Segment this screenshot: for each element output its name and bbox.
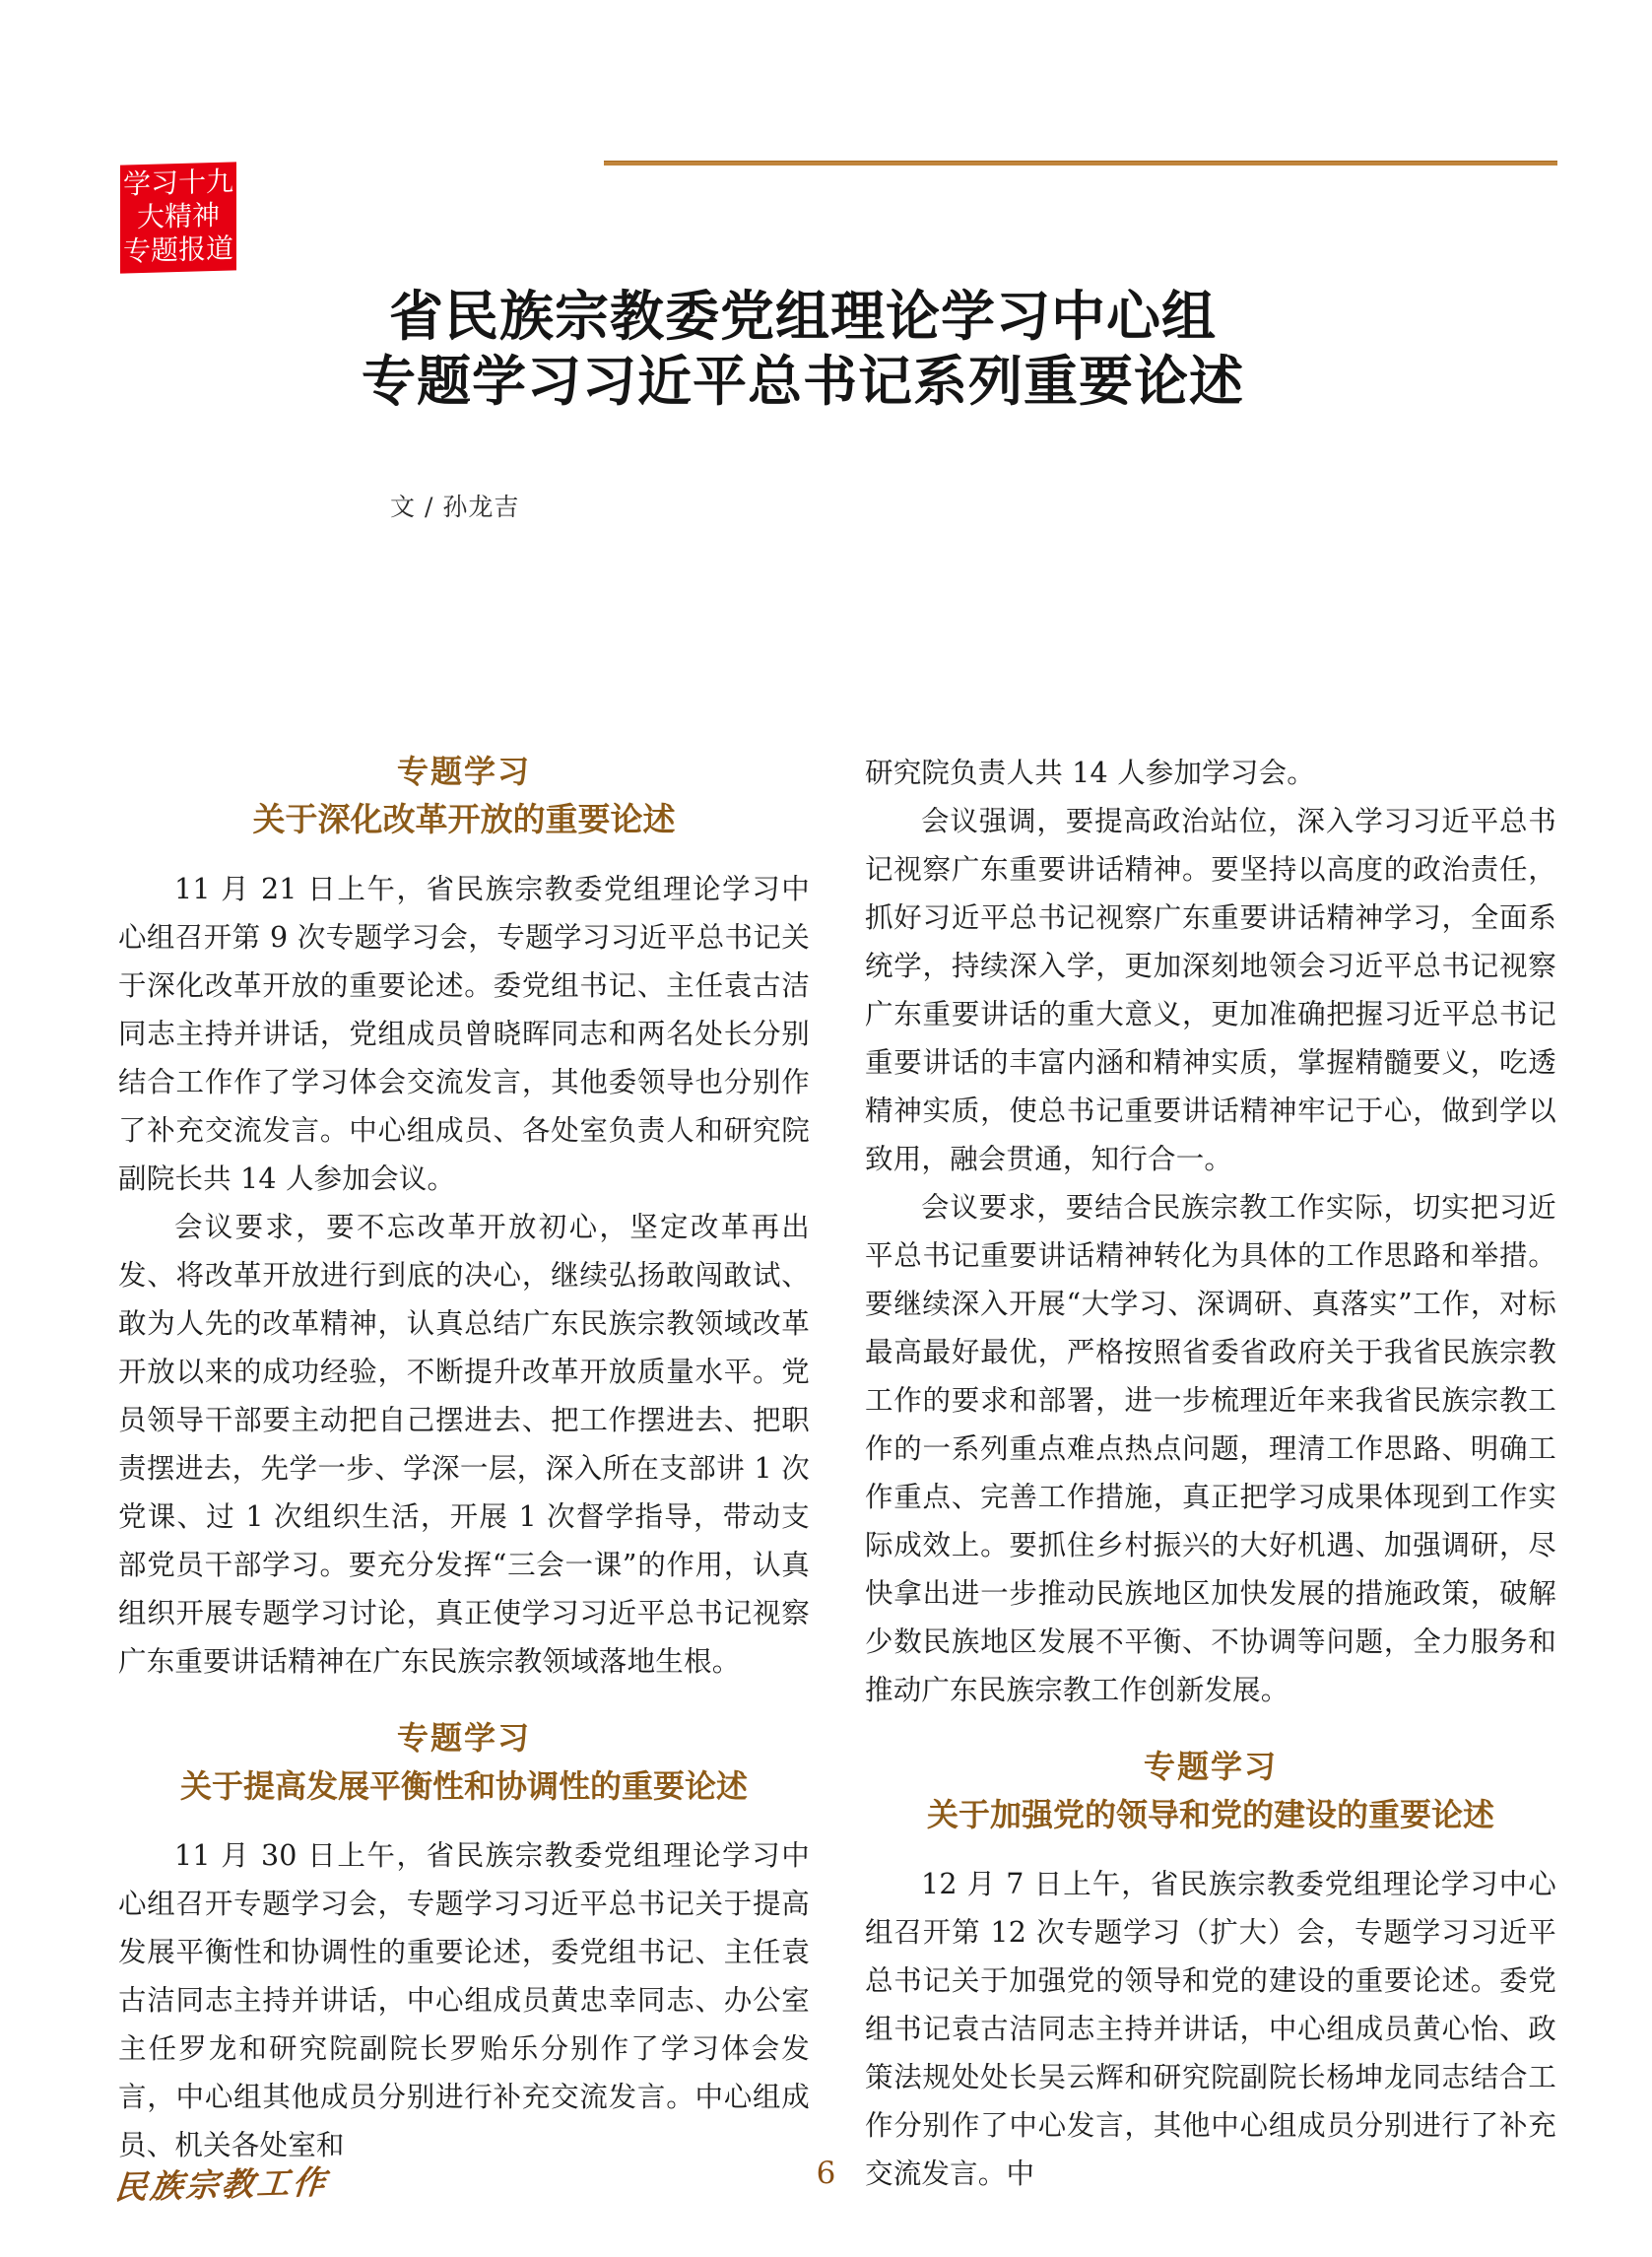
section-title-1: 关于深化改革开放的重要论述 bbox=[252, 800, 676, 838]
continuation-paragraph-3: 会议要求，要结合民族宗教工作实际，切实把习近平总书记重要讲话精神转化为具体的工作思路和举措。要继续深入开展“大学习、深调研、真落实”工作，对标最高最好最优，严格按照省委省政府关于我省民族宗教工作的要求和部署，进一步梳理近年来我省民族宗教工作的一系列重点难点热点问题，理清工作思路、明确工作重点、完善工作措施，真正把学习成果体现到工作实际成效上。要抓住乡村振兴的大好机遇、加强调研，尽快拿出进一步推动民族地区加快发展的措施政策，破解少数民族地区发展不平衡、不协调等问题，全力服务和推动广东民族宗教工作创新发展。 bbox=[865, 1191, 1556, 1706]
masthead-accent-rule bbox=[604, 161, 1557, 166]
article-title bbox=[246, 284, 1359, 414]
section-heading-2 bbox=[118, 1715, 810, 1812]
section-heading-1 bbox=[118, 749, 810, 845]
article-title-line-2: 专题学习习近平总书记系列重要论述 bbox=[361, 349, 1244, 413]
right-column bbox=[865, 749, 1556, 2190]
continuation-paragraph-2: 会议强调，要提高政治站位，深入学习习近平总书记视察广东重要讲话精神。要坚持以高度的政治责任，抓好习近平总书记视察广东重要讲话精神学习，全面系统学，持续深入学，更加深刻地领会习近平总书记视察广东重要讲话的重大意义，更加准确把握习近平总书记重要讲话的丰富内涵和精神实质，掌握精髓要义，吃透精神实质，使总书记重要讲话精神牢记于心，做到学以致用，融会贯通，知行合一。 bbox=[865, 805, 1556, 1175]
article-title-line-1: 省民族宗教委党组理论学习中心组 bbox=[388, 284, 1217, 348]
section-title-3: 关于加强党的领导和党的建设的重要论述 bbox=[926, 1796, 1494, 1833]
badge-line-1: 学习十九 bbox=[122, 165, 233, 201]
section-title-2: 关于提高发展平衡性和协调性的重要论述 bbox=[179, 1767, 748, 1805]
section-kicker-2: 专题学习 bbox=[396, 1719, 531, 1757]
section-heading-3 bbox=[865, 1744, 1556, 1840]
badge-line-2: 大精神 bbox=[136, 198, 220, 234]
continuation-paragraph-1: 研究院负责人共 14 人参加学习会。 bbox=[865, 757, 1315, 789]
article-byline: 文 / 孙龙吉 bbox=[390, 493, 520, 521]
badge-line-3: 专题报道 bbox=[122, 232, 233, 268]
section-kicker-1: 专题学习 bbox=[396, 753, 531, 790]
section-2-paragraph-1: 11 月 30 日上午，省民族宗教委党组理论学习中心组召开专题学习会，专题学习习近平总书记关于提高发展平衡性和协调性的重要论述，委党组书记、主任袁古洁同志主持并讲话，中心组成员黄忠幸同志、办公室主任罗龙和研究院副院长罗贻乐分别作了学习体会发言，中心组其他成员分别进行补充交流发言。中心组成员、机关各处室和 bbox=[118, 1839, 810, 2161]
left-column bbox=[118, 749, 810, 2161]
section-kicker-3: 专题学习 bbox=[1143, 1748, 1278, 1785]
section-1-paragraph-2: 会议要求，要不忘改革开放初心，坚定改革再出发、将改革开放进行到底的决心，继续弘扬敢闯敢试、敢为人先的改革精神，认真总结广东民族宗教领域改革开放以来的成功经验，不断提升改革开放质量水平。党员领导干部要主动把自己摆进去、把工作摆进去、把职责摆进去，先学一步、学深一层，深入所在支部讲 1 次党课、过 1 次组织生活，开展 1 次督学指导，带动支部党员干部学习。要充分发挥“三会一课”的作用，认真组织开展专题学习讨论，真正使学习习近平总书记视察广东重要讲话精神在广东民族宗教领域落地生根。 bbox=[118, 1211, 810, 1678]
special-report-badge bbox=[120, 162, 236, 273]
footer-publication-logo: 民族宗教工作 bbox=[113, 2162, 330, 2207]
section-3-paragraph-1: 12 月 7 日上午，省民族宗教委党组理论学习中心组召开第 12 次专题学习（扩大）会，专题学习习近平总书记关于加强党的领导和党的建设的重要论述。委党组书记袁古洁同志主持并讲话，中心组成员黄心怡、政策法规处处长吴云辉和研究院副院长杨坤龙同志结合工作分别作了中心发言，其他中心组成员分别进行了补充交流发言。中 bbox=[865, 1868, 1556, 2190]
page-number: 6 bbox=[816, 2156, 836, 2191]
section-1-paragraph-1: 11 月 21 日上午，省民族宗教委党组理论学习中心组召开第 9 次专题学习会，专题学习习近平总书记关于深化改革开放的重要论述。委党组书记、主任袁古洁同志主持并讲话，党组成员曾晓晖同志和两名处长分别结合工作作了学习体会交流发言，其他委领导也分别作了补充交流发言。中心组成员、各处室负责人和研究院副院长共 14 人参加会议。 bbox=[118, 873, 810, 1195]
